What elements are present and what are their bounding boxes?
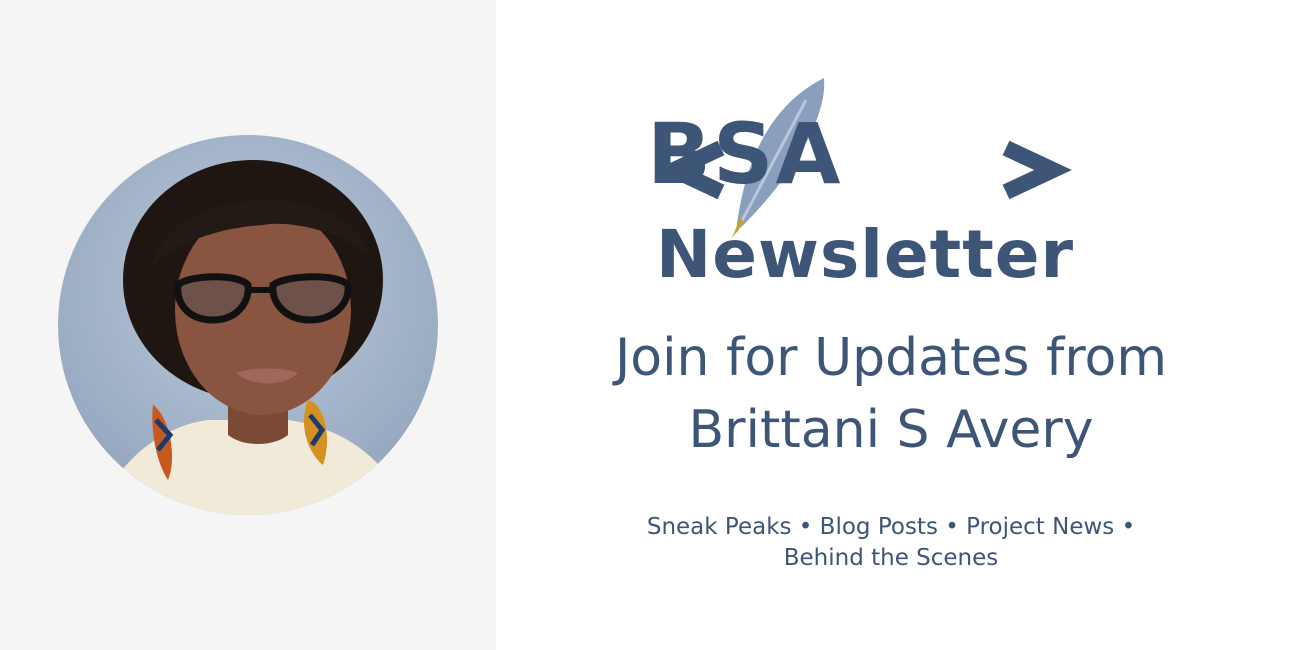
- topics-line-2: Behind the Scenes: [783, 545, 999, 571]
- author-photo: [58, 135, 438, 515]
- logo-initials: BSA: [647, 105, 843, 203]
- headline-line-2: Brittani S Avery: [688, 400, 1094, 460]
- content-panel: [496, 0, 1300, 650]
- photo-panel: [0, 0, 496, 650]
- headline: [496, 322, 1286, 466]
- right-chevron-icon: [1006, 148, 1053, 192]
- page-title: Newsletter: [656, 216, 1075, 293]
- avatar: [58, 135, 438, 515]
- topics-line-1: Sneak Peaks • Blog Posts • Project News •: [646, 514, 1136, 540]
- headline-line-1: Join for Updates from: [614, 328, 1168, 388]
- topics-list: [496, 512, 1286, 574]
